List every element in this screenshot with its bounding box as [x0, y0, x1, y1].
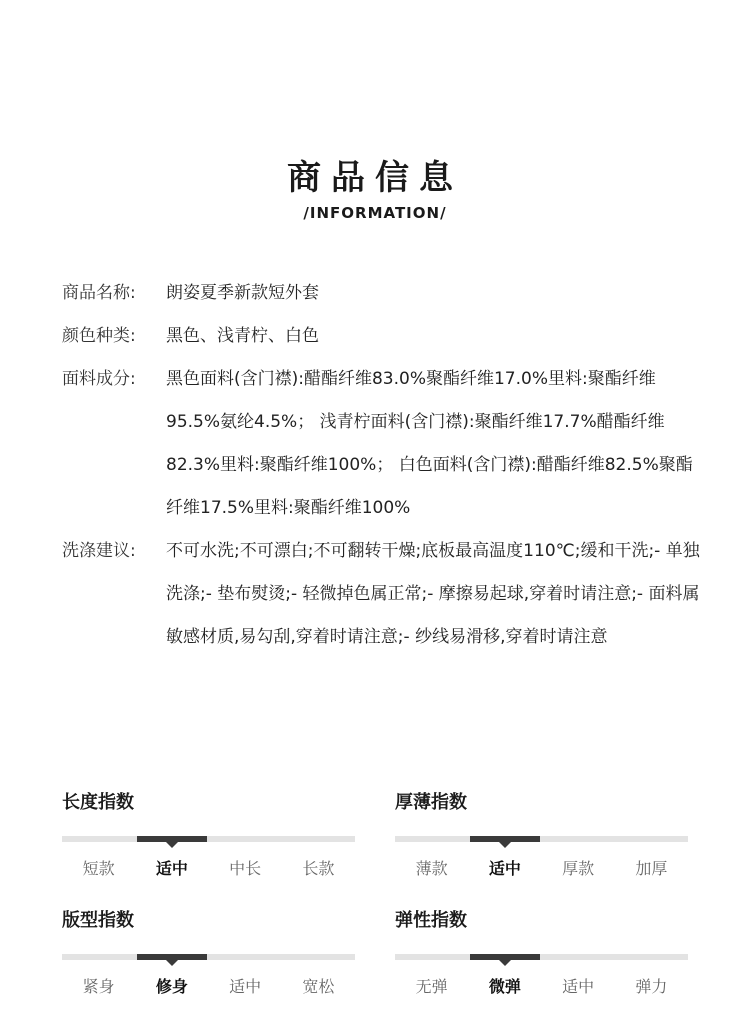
- index-option: 适中: [229, 977, 262, 996]
- index-track: [62, 954, 355, 960]
- info-row-care: [62, 530, 702, 659]
- index-marker: [470, 954, 540, 960]
- info-value: 黑色、浅青柠、白色: [166, 326, 319, 346]
- index-option: 微弹: [488, 977, 521, 996]
- index-title: 厚薄指数: [395, 792, 467, 813]
- index-title: 版型指数: [62, 910, 134, 931]
- index-option: 适中: [488, 859, 521, 878]
- index-option: 宽松: [302, 977, 335, 996]
- index-marker: [470, 836, 540, 842]
- index-title: 长度指数: [62, 792, 134, 813]
- index-option: 长款: [302, 859, 335, 878]
- page-subtitle: /INFORMATION/: [303, 204, 447, 222]
- info-row-name: [62, 272, 702, 315]
- index-option: 中长: [229, 859, 262, 878]
- index-option: 适中: [155, 859, 188, 878]
- index-option: 无弹: [415, 977, 448, 996]
- index-option: 修身: [155, 977, 188, 996]
- info-label: 商品名称:: [62, 283, 136, 303]
- info-value: 黑色面料(含门襟):醋酯纤维83.0%聚酯纤维17.0%里料:聚酯纤维95.5%氨纶4.5%； 浅青柠面料(含门襟):聚酯纤维17.7%醋酯纤维82.3%里料:聚酯纤维100%； 白色面料(含门襟):醋酯纤维82.5%聚酯纤维17.5%里料:聚酯纤维100%: [166, 369, 693, 518]
- index-track: [62, 836, 355, 842]
- index-title: 弹性指数: [395, 910, 467, 931]
- index-option: 短款: [82, 859, 115, 878]
- index-option: 适中: [562, 977, 595, 996]
- index-track: [395, 836, 688, 842]
- index-marker: [137, 836, 207, 842]
- index-option: 弹力: [635, 977, 668, 996]
- index-option: 厚款: [562, 859, 595, 878]
- index-options: [62, 856, 355, 879]
- info-label: 颜色种类:: [62, 326, 136, 346]
- index-options: [395, 856, 688, 879]
- info-value: 不可水洗;不可漂白;不可翻转干燥;底板最高温度110℃;缓和干洗;- 单独洗涤;- 垫布熨烫;- 轻微掉色属正常;- 摩擦易起球,穿着时请注意;- 面料属敏感材质,易勾刮,穿着时请注意;- 纱线易滑移,穿着时请注意: [166, 541, 700, 647]
- info-value: 朗姿夏季新款短外套: [166, 283, 319, 303]
- index-option: 紧身: [82, 977, 115, 996]
- index-track: [395, 954, 688, 960]
- info-row-material: [62, 358, 702, 530]
- index-length: [62, 788, 355, 879]
- index-options: [62, 974, 355, 997]
- info-row-colors: [62, 315, 702, 358]
- index-options: [395, 974, 688, 997]
- product-info: [62, 272, 702, 659]
- index-option: 薄款: [415, 859, 448, 878]
- index-fit: [62, 906, 355, 997]
- info-label: 洗涤建议:: [62, 541, 136, 561]
- info-label: 面料成分:: [62, 369, 136, 389]
- index-marker: [137, 954, 207, 960]
- page-title: 商品信息: [287, 158, 463, 198]
- index-elasticity: [395, 906, 688, 997]
- index-option: 加厚: [635, 859, 668, 878]
- index-thickness: [395, 788, 688, 879]
